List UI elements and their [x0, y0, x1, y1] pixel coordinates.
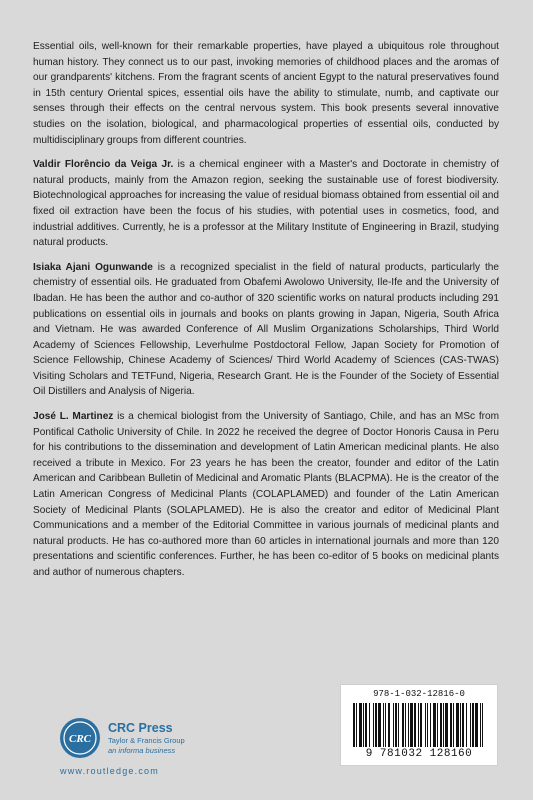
publisher-website: www.routledge.com	[60, 766, 159, 776]
paragraph-text: Essential oils, well-known for their remarkable properties, have played a ubiquitous role throughout human history. They connect us to our past, invoking memories of childhood places and the aromas of our grandparents' kitchens. From the fragrant scents of ancient Egypt to the natural preservatives found in 15th century Oriental spices, essential oils have the ability to stimulate, numb, and captivate our senses through their effects on the central nervous system. This book presents several innovative studies on the isolation, biological, and pharmacological properties of essential oils, conducted by multidisciplinary groups from different countries.	[33, 41, 499, 146]
editor-bio-ogunwande	[33, 260, 499, 400]
crc-logo-icon	[58, 716, 102, 760]
back-cover-text	[33, 39, 499, 590]
editor-bio-text: is a chemical engineer with a Master's and Doctorate in chemistry of natural products, mainly from the Amazon region, seeking the sustainable use of forest biodiversity. Biotechnological approaches for increasing the value of residual biomass obtained from essential oil and fixed oil extraction have been the focus of his studies, with potential uses in cosmetics, food, and industrial additives. Currently, he is a professor at the Military Institute of Engineering in Brazil, studying natural products.	[33, 159, 499, 249]
logo-mark-text: CRC	[68, 733, 92, 745]
editor-name: Isiaka Ajani Ogunwande	[33, 261, 153, 273]
editor-bio-veiga	[33, 157, 499, 251]
cover-footer	[0, 680, 533, 800]
isbn-barcode	[340, 684, 498, 766]
publisher-group: Taylor & Francis Group	[108, 736, 185, 745]
publisher-tagline: an informa business	[108, 746, 176, 755]
editor-bio-text: is a recognized specialist in the field of natural products, particularly the chemistry of essential oils. He graduated from Obafemi Awolowo University, Ile-Ife and the University of Ibadan. He has been the author and co-author of 320 scientific works on natural products including 291 publications on essential oils in journals and books on plants growing in Japan, Nigeria, South Africa and Vietnam. He was awarded Conference of All Muslim Organizations Scholarships, Third World Academy of Sciences Fellowship, Leverhulme Postdoctoral Fellow, Japan Society for Promotion of Science Fellowship, Chinese Academy of Sciences/ Third World Academy of Sciences (CAS-TWAS) Visiting Scholars and TETFund, Nigeria, Research Grant. He is the Founder of the Society of Essential Oil Distillers and Analysis of Nigeria.	[33, 261, 499, 398]
editor-name: José L. Martinez	[33, 411, 114, 423]
editor-name: Valdir Florêncio da Veiga Jr.	[33, 159, 174, 171]
isbn-number: 978-1-032-12816-0	[373, 689, 465, 699]
publisher-name: CRC Press	[108, 721, 173, 735]
book-description	[33, 39, 499, 148]
barcode-bars	[353, 703, 485, 747]
barcode-digits: 9 781032 128160	[365, 748, 473, 760]
editor-bio-text: is a chemical biologist from the University of Santiago, Chile, and has an MSc from Pontifical Catholic University of Chile. In 2022 he received the degree of Doctor Honoris Causa in Peru for his contributions to the dissemination and development of Latin American medicinal plants. He also received a tribute in Mexico. For 23 years he has been the creator, founder and editor of the Latin American and Caribbean Bulletin of Medicinal and Aromatic Plants (BLACPMA). He is the creator of the Latin American Congress of Medicinal Plants (COLAPLAMED) and founder of the Latin American Society of Medicinal Plants (SOLAPLAMED). He is also the creator and editor of Medicinal Plant Communications and a member of the Editorial Committee in various journals of medicinal plants and natural products. He has co-authored more than 60 articles in international journals and more than 120 presentations and scientific conferences. Further, he has been co-editor of 5 books on medicinal plants and author of numerous chapters.	[33, 411, 500, 578]
publisher-logo	[58, 716, 258, 786]
editor-bio-martinez	[33, 409, 499, 581]
